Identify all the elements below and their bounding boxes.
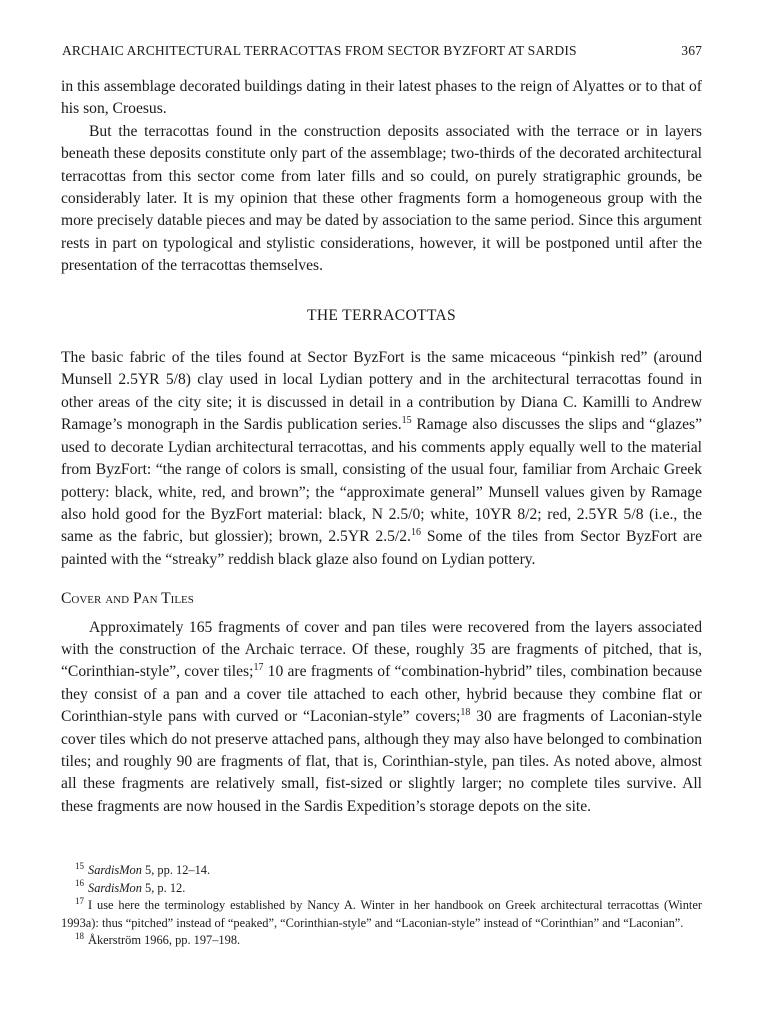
paragraph-2: But the terracottas found in the construction deposits associated with the terrace or in layers beneath these deposits constitute only part of the assemblage; two-thirds of the decorated architectural terracottas from this sector come from later fills and so could, on purely stratigraphic grounds, be considerably later. It is my opinion that these other fragments form a homogeneous group with the more precisely datable pieces and may be dated by association to the same period. Since this argument rests in part on typological and stylistic considerations, however, it will be postponed until after the presentation of the terracottas themselves. [61,122,702,275]
footnote-17 [61,897,702,932]
footnote-ref-15[interactable]: 15 [401,415,412,427]
paragraph-3-part-c: Some of the tiles from Sector ByzFort are painted with the “streaky” reddish black glaze also found on Lydian pottery. [61,528,702,568]
footnote-16 [61,880,702,898]
footnote-number: 16 [75,878,84,889]
footnote-ref-18[interactable]: 18 [460,706,471,718]
footnote-ref-16[interactable]: 16 [410,527,421,539]
footnote-text: 5, pp. 12–14. [141,863,211,877]
footnote-text: 5, p. 12. [141,880,186,895]
subsection-heading: Cover and Pan Tiles [61,590,194,608]
footnotes [61,862,702,950]
paragraph-1: in this assemblage decorated buildings dating in their latest phases to the reign of Alyattes or to that of his son, Croesus. [61,78,702,118]
paragraph-4 [61,617,702,819]
running-head [62,43,702,59]
running-title: ARCHAIC ARCHITECTURAL TERRACOTTAS FROM SECTOR BYZFORT AT SARDIS [62,43,577,58]
footnote-citation: SardisMon [88,863,142,877]
page-number: 367 [681,43,702,58]
footnote-15 [61,862,702,880]
body-text [61,76,702,818]
footnote-number: 15 [75,860,84,871]
footnote-citation: SardisMon [88,880,142,895]
paragraph-3-part-b: Ramage also discusses the slips and “glazes” used to decorate Lydian architectural terracottas, and his comments apply equally well to the material from ByzFort: “the range of colors is small, consisting of the usual four, familiar from Archaic Greek pottery: black, white, red, and brown”; the “approximate general” Munsell values given by Ramage also hold good for the ByzFort material: black, N 2.5/0; white, 10YR 8/2; red, 2.5YR 5/8 (i.e., the same as the fabric, but glossier); brown, 2.5YR 2.5/2. [61,416,702,546]
paragraph-3-part-a: The basic fabric of the tiles found at Sector ByzFort is the same micaceous “pinkish red” (around Munsell 2.5YR 5/8) clay used in local Lydian pottery and in the architectural terracottas found in other areas of the city site; it is discussed in detail in a contribution by Diana C. Kamilli to Andrew Ramage’s monograph in the Sardis publication series. [61,349,702,434]
section-title: THE TERRACOTTAS [307,306,456,324]
footnote-ref-17[interactable]: 17 [253,662,264,674]
footnote-number: 18 [75,931,84,942]
paragraph-4-part-b: 10 are fragments of “combination-hybrid” tiles, combination because they consist of a pan and a cover tile attached to each other, hybrid because they combine flat or Corinthian-style pans with curved or “Laconian-style” covers; [61,663,702,726]
paragraph-4-part-c: 30 are fragments of Laconian-style cover tiles which do not preserve attached pans, although they may also have belonged to combination tiles; and roughly 90 are fragments of flat, that is, Corinthian-style, pan tiles. As noted above, almost all these fragments are relatively small, fist-sized or slightly larger; no complete tiles survive. All these fragments are now housed in the Sardis Expedition’s storage depots on the site. [61,708,702,815]
footnote-text: I use here the terminology established by Nancy A. Winter in her handbook on Greek architectural terracottas (Winter 1993a): thus “pitched” instead of “peaked”, “Corinthian-style” and “Laconian-style” instead of “Corinthian” and “Laconian”. [61,898,702,930]
footnote-number: 17 [75,896,84,907]
footnote-text: Åkerström 1966, pp. 197–198. [88,933,241,948]
footnote-18 [61,932,702,950]
paragraph-3 [61,347,702,571]
paragraph-4-part-a: Approximately 165 fragments of cover and pan tiles were recovered from the layers associated with the construction of the Archaic terrace. Of these, roughly 35 are fragments of pitched, that is, “Corinthian-style”, cover tiles; [61,618,702,681]
